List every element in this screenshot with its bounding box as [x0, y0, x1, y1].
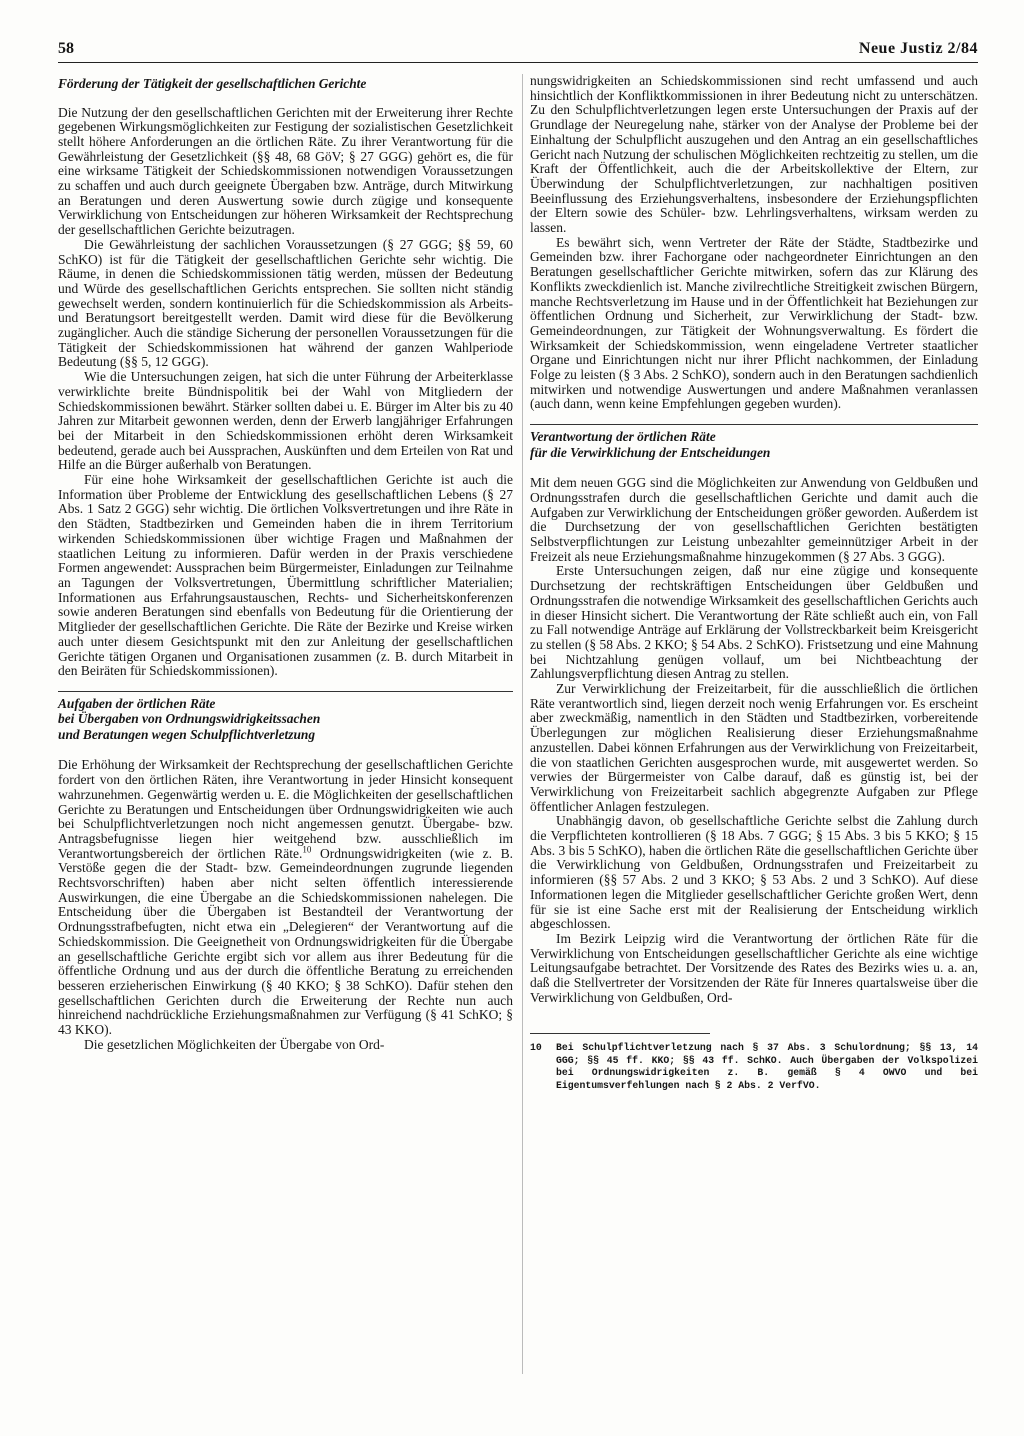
section-heading-3 [530, 429, 978, 460]
heading-line: bei Übergaben von Ordnungswidrigkeitssachen [58, 711, 321, 727]
paragraph: Die Gewährleistung der sachlichen Voraussetzungen (§ 27 GGG; §§ 59, 60 SchKO) ist für die Tätigkeit der gesellschaftlichen Gerichte sehr wichtig. Die Räume, in denen die Schiedskommissionen tätig werden, müssen der Bedeutung und Würde des gesellschaftlichen Gerichts entsprechen. Sie sollten nicht ständig gewechselt werden, sondern kontinuierlich für die Schiedskommission als Arbeits- und Beratungsort bereitgestellt werden. Damit wird diese für die Bevölkerung zugänglicher. Auch die ständige Sicherung der personellen Voraussetzungen für die Tätigkeit der Schiedskommissionen hat während der ganzen Wahlperiode Bedeutung (§§ 5, 12 GGG). [58, 236, 513, 370]
heading-line: Aufgaben der örtlichen Räte [58, 695, 216, 711]
paragraph: Es bewährt sich, wenn Vertreter der Räte der Städte, Stadtbezirke und Gemeinden bzw. ihrer Fachorgane oder nachgeordneter Einrichtungen an den Beratungen gesellschaftlicher Gerichte mitwirken, sofern das zur Klärung des Konflikts zweckdienlich ist. Manche zivilrechtliche Streitigkeit zwischen Bürgern, manche Rechtsverletzung im Hause und in der Öffentlichkeit hat Beziehungen zur öffentlichen Ordnung und Sicherheit, zur Verwirklichung der Stadt- bzw. Gemeindeordnungen, zur Tätigkeit der Wohnungsverwaltung. Es fördert die Wirksamkeit der Schiedskommission, wenn eingeladene Vertreter staatlicher Organe und Einrichtungen nicht nur ihrer Pflicht nachkommen, der Einladung Folge zu leisten (§ 3 Abs. 2 SchKO), sondern auch in den Beratungen sachdienlich mitwirken und notwendige Auswertungen und andere Maßnahmen veranlassen (auch dann, wenn keine Empfehlungen gegeben wurden). [530, 234, 978, 412]
footnote-text: Bei Schulpflichtverletzung nach § 37 Abs. 3 Schulordnung; §§ 13, 14 GGG; §§ 45 ff. KKO; §§ 43 ff. SchKO. Auch Übergaben der Volkspolizei bei Ordnungswidrigkeiten z. B. gemäß § 4 OWVO und bei Eigentumsverfehlungen nach § 2 Abs. 2 VerfVO. [556, 1042, 978, 1091]
right-column [530, 74, 978, 1092]
header-rule [58, 62, 978, 63]
journal-issue: Neue Justiz 2/84 [858, 40, 978, 57]
paragraph: Die gesetzlichen Möglichkeiten der Übergabe von Ord- [84, 1036, 385, 1052]
paragraph: nungswidrigkeiten an Schiedskommissionen sind recht umfassend und auch hinsichtlich der Konfliktkommissionen in ihrer Bedeutung nicht zu unterschätzen. Zu den Schulpflichtverletzungen legen erste Untersuchungen der Praxis auf der Grundlage der Neuregelung nahe, stärker von der Analyse der Probleme bei der Einhaltung der Schulpflicht auszugehen und den Antrag an ein gesellschaftliches Gericht nach Nutzung der schulischen Möglichkeiten rechtzeitig zu stellen, um die Kraft der Öffentlichkeit, auch die der Arbeitskollektive der Eltern, zur Überwindung der Schulpflichtverletzungen, zur nachhaltigen positiven Beeinflussung des Erziehungsverhaltens, insbesondere der Erziehungspflichten der Eltern sowie des Schüler- bzw. Lehrlingsverhaltens, wirksam werden zu lassen. [530, 73, 978, 236]
column-divider [522, 74, 523, 1374]
section-rule [58, 691, 513, 692]
paragraph: Mit dem neuen GGG sind die Möglichkeiten zur Anwendung von Geldbußen und Ordnungsstrafen durch die gesellschaftlichen Gerichte und damit auch die Aufgaben zur Verwirklichung der Entscheidungen größer geworden. Außerdem ist die Durchsetzung der von gesellschaftlichen Gerichten bestätigten Selbstverpflichtungen zur Leistung unbezahlter gemeinnütziger Arbeit in der Freizeit als neue Erziehungsmaßnahme hinzugekommen (§ 27 Abs. 3 GGG). [530, 475, 978, 564]
footnote [530, 1042, 978, 1092]
paragraph: Zur Verwirklichung der Freizeitarbeit, für die ausschließlich die örtlichen Räte verantwortlich sind, liegen derzeit noch wenig Erfahrungen vor. Es erscheint aber zweckmäßig, namentlich in den Städten und Stadtbezirken, vorbereitende Überlegungen zur möglichen Realisierung dieser Erziehungsmaßnahme anzustellen. Dabei können Erfahrungen aus der Verwirklichung von Freizeitarbeit, die von staatlichen Gerichten ausgesprochen wurde, mit ausgewertet werden. So verwies der Bürgermeister von Calbe darauf, daß es günstig ist, bei der Verwirklichung von Freizeitarbeit sachlich abgegrenzte Aufgaben zur Pflege öffentlicher Anlagen festzulegen. [530, 681, 978, 814]
paragraph: Wie die Untersuchungen zeigen, hat sich die unter Führung der Arbeiterklasse verwirklichte breite Bündnispolitik bei der Wahl von Mitgliedern der Schiedskommissionen bewährt. Stärker sollten dabei u. E. Bürger im Alter bis zu 40 Jahren zur Mitarbeit gewonnen werden, denn der Erwerb langjähriger Erfahrungen bei der Mitarbeit in den Schiedskommissionen erhöht deren Wirksamkeit bedeutend, gerade auch bei Aussprachen, Auskünften und dem Erteilen von Rat und Hilfe an die Bürger außerhalb von Beratungen. [58, 369, 513, 473]
heading-line: Verantwortung der örtlichen Räte [530, 429, 716, 445]
paragraph: Die Nutzung der den gesellschaftlichen Gerichten mit der Erweiterung ihrer Rechte gegebenen Wirkungsmöglichkeiten zur Festigung der sozialistischen Gesetzlichkeit stellt höhere Anforderungen an die örtlichen Räte. Zu ihrer Verantwortung für die Gewährleistung der Gesetzlichkeit (§§ 48, 68 GöV; § 27 GGG) gehört es, die für eine wirksame Tätigkeit der Schiedskommissionen notwendigen Voraussetzungen zu schaffen und auch durch geeignete Übergaben bzw. Anträge, durch Mitwirkung an Beratungen und deren Auswertung sowie durch zügige und konsequente Verwirklichung von Entscheidungen zur höheren Wirksamkeit der Rechtsprechung der gesellschaftlichen Gerichte beizutragen. [58, 104, 513, 238]
paragraph: Erste Untersuchungen zeigen, daß nur eine zügige und konsequente Durchsetzung der rechtskräftigen Entscheidungen über Geldbußen und Ordnungsstrafen die notwendige Wirksamkeit des gesellschaftlichen Gerichts auch in dieser Hinsicht sichert. Die Verantwortung der Räte schließt auch ein, von Fall zu Fall notwendige Anträge auf Erklärung der Vollstreckbarkeit beim Kreisgericht zu stellen (§ 58 Abs. 2 KKO; § 54 Abs. 2 SchKO). Fristsetzung und eine Mahnung bei Nichtzahlung genügen vollauf, um bei Nichtbeachtung der Zahlungsverpflichtung diesen Antrag zu stellen. [530, 563, 978, 682]
page-header [58, 40, 978, 66]
page-number: 58 [58, 40, 74, 57]
footnote-number: 10 [530, 1042, 542, 1054]
paragraph-text: Ordnungswidrigkeiten (wie z. B. Verstöße gegen die der Stadt- bzw. Gemeindeordnungen zugrunde liegenden Rechtsvorschriften) haben aber nicht selten öffentlich interessierende Auswirkungen, die eine Übergabe an die Schiedskommissionen nahelegen. Die Entscheidung über die Übergaben ist Bestandteil der Verantwortung der Ordnungsstrafbefugten, nicht etwa ein „Delegieren“ der Verantwortung auf die Schiedskommission. Die Geeignetheit von Ordnungswidrigkeiten für die Übergabe an gesellschaftliche Gerichte ergibt sich vor allem aus ihrer Bedeutung für die öffentliche Ordnung und aus der durch die öffentliche Beratung zu erreichenden besseren erzieherischen Einwirkung (§ 40 KKO; § 38 SchKO). Dafür stehen den gesellschaftlichen Gerichten durch die Erweiterung der Rechte nun auch hinreichend nachdrückliche Erziehungsmaßnahmen zur Verfügung (§ 41 SchKO; § 43 KKO). [58, 845, 513, 1038]
section-rule [530, 424, 978, 425]
heading-line: und Beratungen wegen Schulpflichtverletzung [58, 726, 316, 742]
footnote-rule [530, 1033, 710, 1034]
paragraph: Im Bezirk Leipzig wird die Verantwortung der örtlichen Räte für die Verwirklichung von Entscheidungen gesellschaftlicher Gerichte als eine wichtige Leitungsaufgabe betrachtet. Der Vorsitzende des Rates des Bezirks wies u. a. an, daß die Stellvertreter der Vorsitzenden der Räte für Inneres quartalsweise über die Verwirklichung von Geldbußen, Ord- [530, 930, 978, 1005]
footnote-reference: 10 [302, 844, 312, 855]
paragraph: Unabhängig davon, ob gesellschaftliche Gerichte selbst die Zahlung durch die Verpflichteten kontrollieren (§ 18 Abs. 7 GGG; § 15 Abs. 3 bis 5 KKO; § 15 Abs. 3 bis 5 SchKO), haben die örtlichen Räte die gesellschaftlichen Gerichte über die Verwirklichung von Geldbußen, Ordnungsstrafen und Freizeitarbeit zu informieren (§§ 57 Abs. 2 und 3 KKO; § 53 Abs. 2 und 3 SchKO). Auf diese Informationen legen die Mitglieder gesellschaftlicher Gerichte großen Wert, denn für sie ist eine Sache erst mit der Realisierung der Entscheidung wirklich abgeschlossen. [530, 813, 978, 932]
section-heading-2 [58, 696, 513, 743]
heading-line: für die Verwirklichung der Entscheidungen [530, 444, 771, 460]
paragraph-with-footnote [58, 758, 513, 1037]
paragraph: Für eine hohe Wirksamkeit der gesellschaftlichen Gerichte ist auch die Information über Probleme der Entwicklung des gesellschaftlichen Lebens (§ 27 Abs. 1 Satz 2 GGG) sehr wichtig. Die örtlichen Volksvertretungen und ihre Räte in den Städten, Stadtbezirken und Gemeinden haben die in ihrem Territorium wirkenden Schiedskommissionen über wichtige Fragen und Maßnahmen der staatlichen Leitung zu informieren. Dafür werden in der Praxis verschiedene Formen angewendet: Aussprachen beim Bürgermeister, Einladungen zur Teilnahme an Tagungen der Volksvertretungen, Übermittlung schriftlicher Materialien; Informationen aus Erfahrungsaustauschen, Rechts- und Sicherheitskonferenzen sowie anderen Beratungen sind ebenfalls von Bedeutung für die Orientierung der Mitglieder der gesellschaftlichen Gerichte. Die Räte der Bezirke und Kreise wirken auch unter diesem Gesichtspunkt mit den zur Anleitung der gesellschaftlichen Gerichte tätigen Organen und Organisationen zusammen (z. B. durch Mitarbeit in den Beiräten für Schiedskommissionen). [58, 472, 513, 679]
paragraph-text: Die Erhöhung der Wirksamkeit der Rechtsprechung der gesellschaftlichen Gerichte fordert von den örtlichen Räten, ihre Verantwortung in jeder Hinsicht konsequent wahrzunehmen. Gegenwärtig werden u. E. die Möglichkeiten der gesellschaftlichen Gerichte zu Beratungen und Entscheidungen über Ordnungswidrigkeiten wie auch bei Schulpflichtverletzungen noch nicht angemessen genutzt. Übergabe- bzw. Antragsbefugnisse liegen hier weitgehend bzw. ausschließlich im Verantwortungsbereich der örtlichen Räte. [58, 757, 513, 861]
section-heading-1: Förderung der Tätigkeit der gesellschaftlichen Gerichte [58, 76, 367, 91]
left-column [58, 74, 513, 1052]
